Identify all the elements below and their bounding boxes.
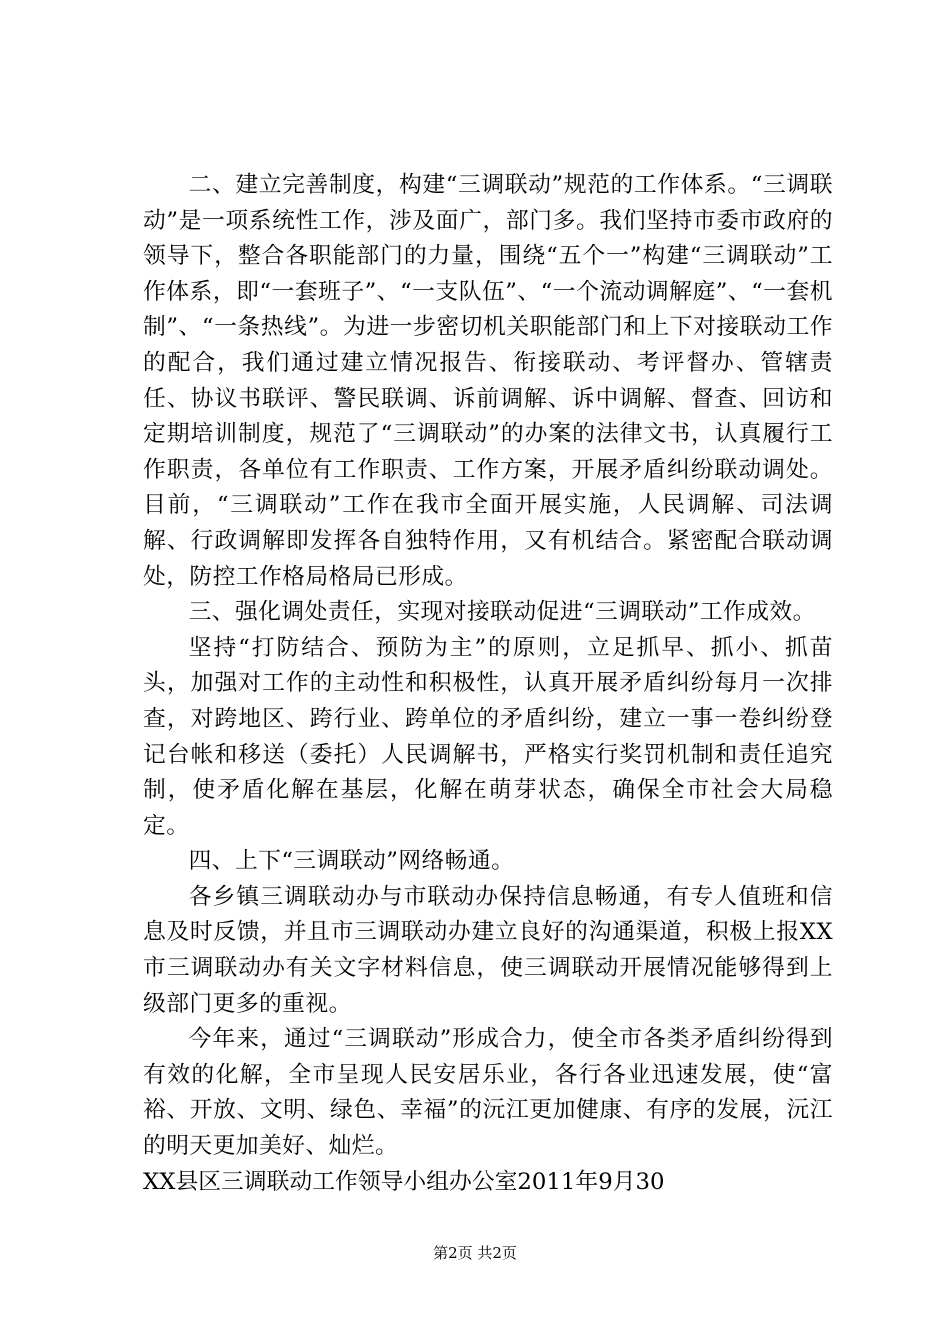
paragraph-section-four-body: 各乡镇三调联动办与市联动办保持信息畅通，有专人值班和信息及时反馈，并且市三调联动办建立良好的沟通渠道，积极上报XX市三调联动办有关文字材料信息，使三调联动开展情况能够得到上级部门更多的重视。 [143, 883, 833, 1017]
paragraph-section-three-body: 坚持“打防结合、预防为主”的原则，立足抓早、抓小、抓苗头，加强对工作的主动性和积极性，认真开展矛盾纠纷每月一次排查，对跨地区、跨行业、跨单位的矛盾纠纷，建立一事一卷纠纷登记台帐和移送（委托）人民调解书，严格实行奖罚机制和责任追究制，使矛盾化解在基层，化解在萌芽状态，确保全市社会大局稳定。 [143, 634, 833, 839]
paragraph-section-three-heading: 三、强化调处责任，实现对接联动促进“三调联动”工作成效。 [188, 599, 816, 626]
paragraph-section-two: 二、建立完善制度，构建“三调联动”规范的工作体系。“三调联动”是一项系统性工作，涉及面广，部门多。我们坚持市委市政府的领导下，整合各职能部门的力量，围绕“五个一”构建“三调联动”工作体系，即“一套班子”、“一支队伍”、“一个流动调解庭”、“一套机制”、“一条热线”。为进一步密切机关职能部门和上下对接联动工作的配合，我们通过建立情况报告、衔接联动、考评督办、管辖责任、协议书联评、警民联调、诉前调解、诉中调解、督查、回访和定期培训制度，规范了“三调联动”的办案的法律文书，认真履行工作职责，各单位有工作职责、工作方案，开展矛盾纠纷联动调处。目前，“三调联动”工作在我市全面开展实施，人民调解、司法调解、行政调解即发挥各自独特作用，又有机结合。紧密配合联动调处，防控工作格局格局已形成。 [143, 172, 833, 590]
page-number-label: 第2页 共2页 [433, 1244, 517, 1262]
document-body [143, 168, 833, 1200]
paragraph-section-four-heading: 四、上下“三调联动”网络畅通。 [188, 848, 515, 875]
page-footer [0, 1243, 950, 1263]
signature-line: XX县区三调联动工作领导小组办公室2011年9月30 [143, 1168, 665, 1195]
paragraph-conclusion: 今年来，通过“三调联动”形成合力，使全市各类矛盾纠纷得到有效的化解，全市呈现人民安居乐业，各行各业迅速发展，使“富裕、开放、文明、绿色、幸福”的沅江更加健康、有序的发展，沅江的明天更加美好、灿烂。 [143, 1026, 833, 1160]
